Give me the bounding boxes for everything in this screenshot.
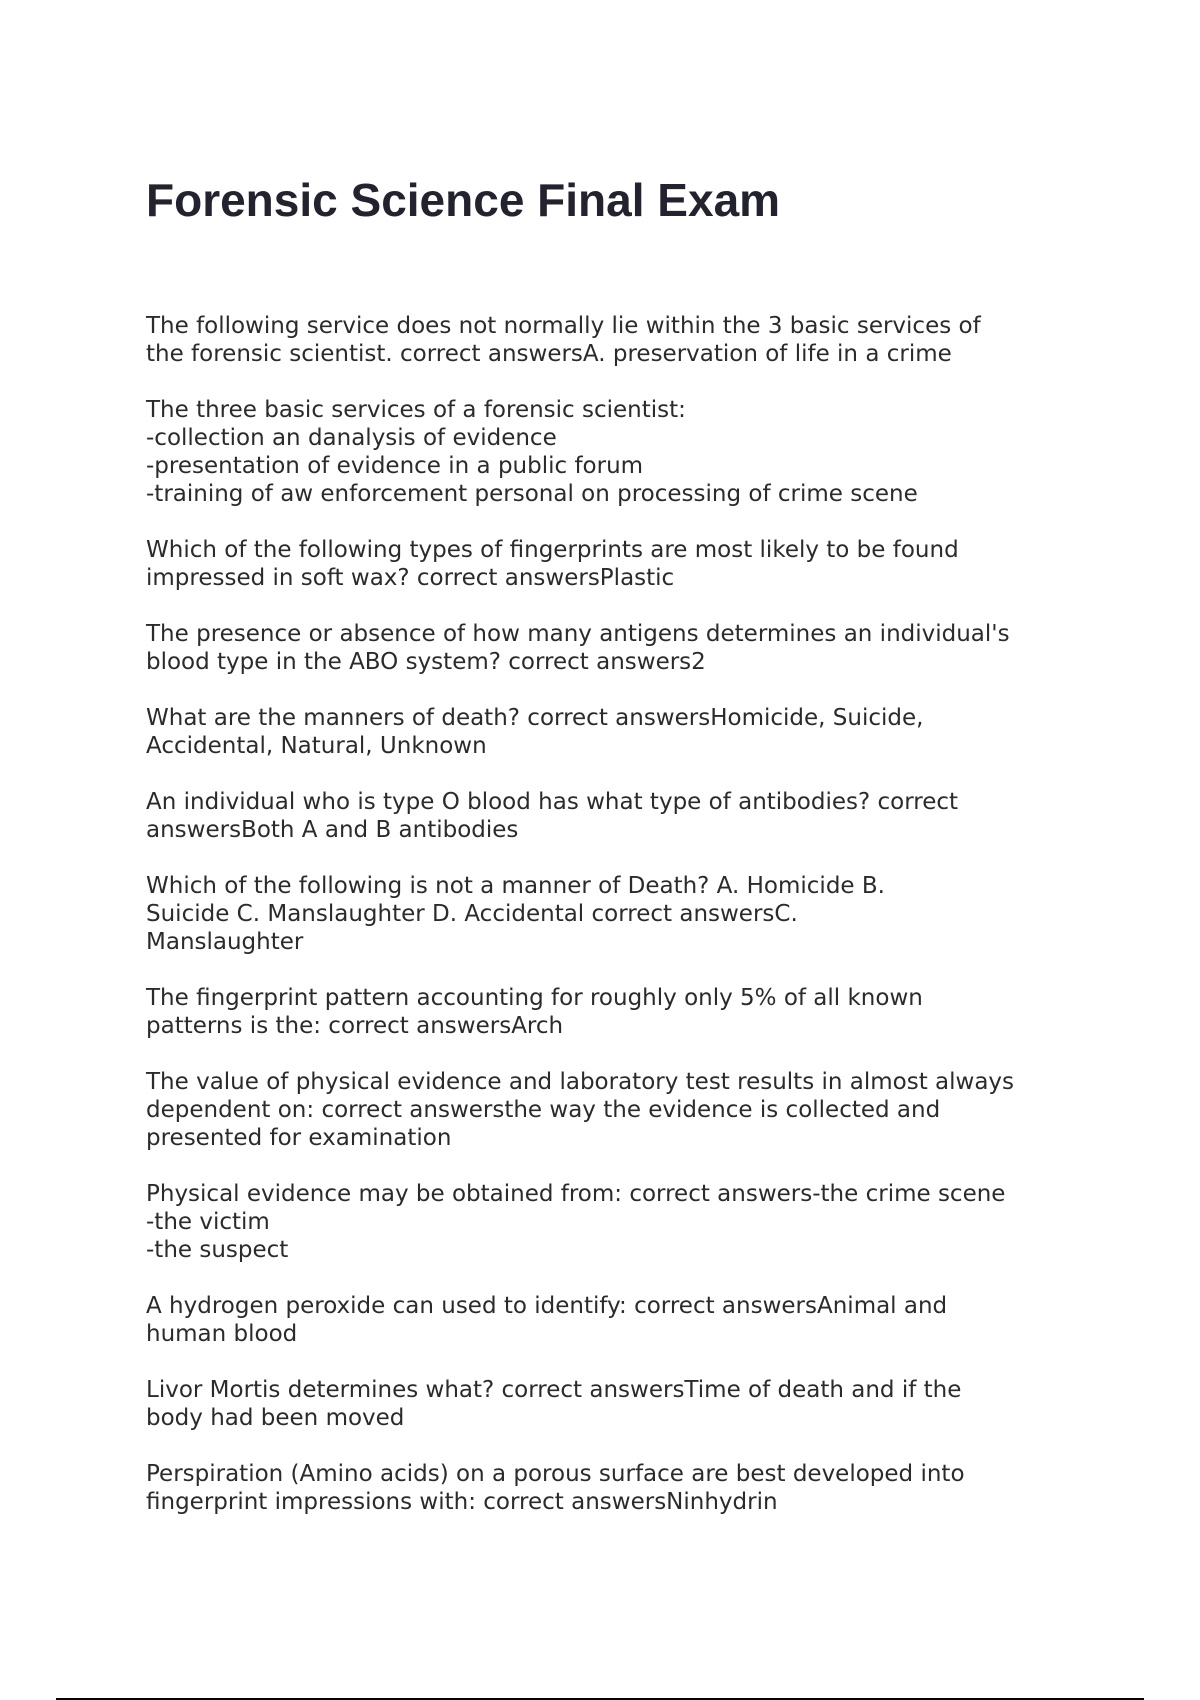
qa-item: The three basic services of a forensic scientist: -collection an danalysis of evidence -presentation of evidence in a public forum -training of aw enforcement personal on processing of crime scene [146, 397, 918, 507]
qa-item: Physical evidence may be obtained from: correct answers-the crime scene -the victim -the suspect [146, 1181, 1006, 1263]
qa-item: The following service does not normally lie within the 3 basic services of the forensic scientist. correct answersA. preservation of life in a crime [146, 313, 981, 367]
qa-item: An individual who is type O blood has what type of antibodies? correct answersBoth A and B antibodies [146, 789, 959, 843]
qa-item: What are the manners of death? correct answersHomicide, Suicide, Accidental, Natural, Unknown [146, 705, 924, 759]
qa-item: Perspiration (Amino acids) on a porous surface are best developed into fingerprint impressions with: correct answersNinhydrin [146, 1461, 965, 1515]
document-title: Forensic Science Final Exam [146, 174, 781, 226]
qa-item: Which of the following types of fingerprints are most likely to be found impressed in soft wax? correct answersPlastic [146, 537, 959, 591]
qa-list [146, 312, 1076, 1544]
qa-item: The value of physical evidence and laboratory test results in almost always dependent on: correct answersthe way the evidence is collected and presented for examination [146, 1069, 1015, 1151]
qa-item: The presence or absence of how many antigens determines an individual's blood type in the ABO system? correct answers2 [146, 621, 1010, 675]
qa-item: The fingerprint pattern accounting for roughly only 5% of all known patterns is the: correct answersArch [146, 985, 923, 1039]
qa-item: A hydrogen peroxide can used to identify: correct answersAnimal and human blood [146, 1293, 948, 1347]
qa-item: Livor Mortis determines what? correct answersTime of death and if the body had been moved [146, 1377, 962, 1431]
qa-item: Which of the following is not a manner of Death? A. Homicide B. Suicide C. Manslaughter D. Accidental correct answersC. Manslaughter [146, 873, 885, 955]
